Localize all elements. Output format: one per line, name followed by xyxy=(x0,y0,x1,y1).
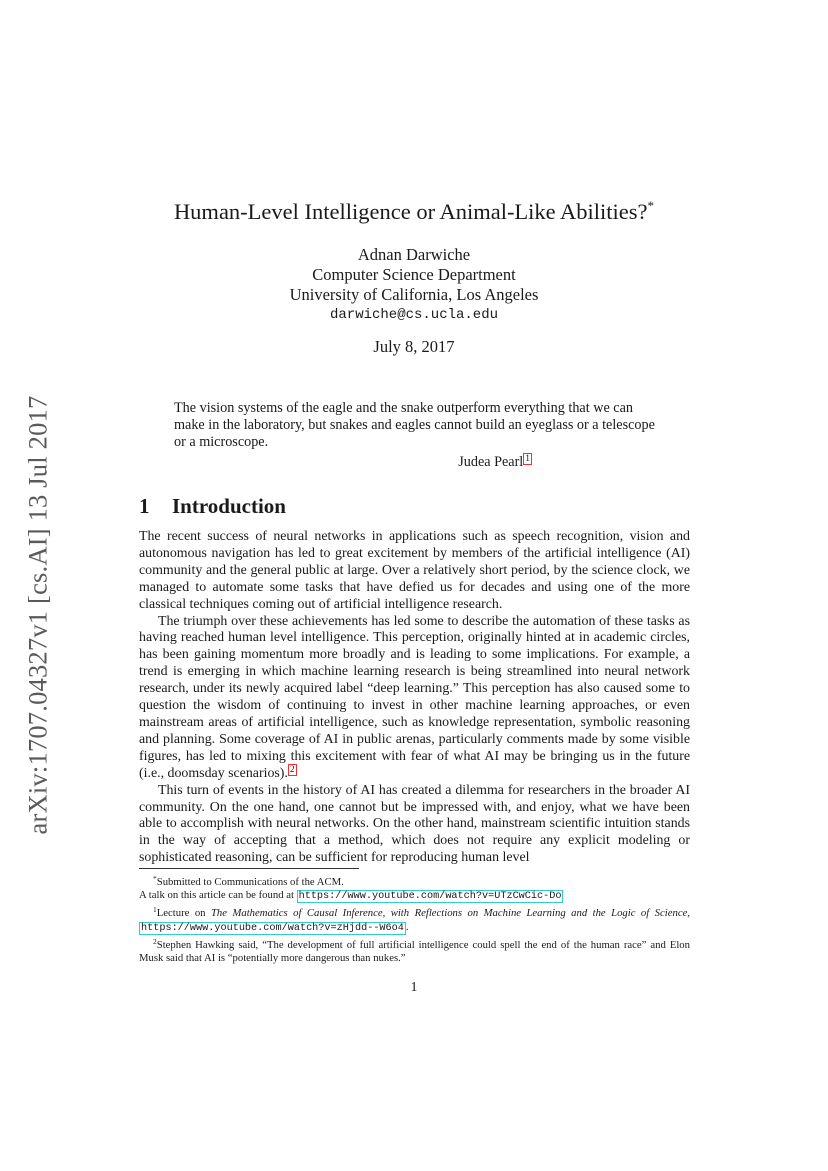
paper-date: July 8, 2017 xyxy=(373,337,455,356)
footnote-star-text: Submitted to Communications of the ACM. xyxy=(156,876,344,888)
epigraph-quote: The vision systems of the eagle and the snake outperform everything that we can make in the laboratory, but snakes and eagles cannot build an eyeglass or a telescope or a microscope. xyxy=(174,400,655,450)
paragraph-3: This turn of events in the history of AI has created a dilemma for researchers in the broader AI community. On the one hand, one cannot but be impressed with, and enjoy, what we have been able to accomplish with neural networks. On the other hand, mainstream scientific intuition stands in the way of accepting that a method, which does not require any explicit modeling or sophisticated reasoning, can be sufficient for reproducing human level xyxy=(139,782,690,866)
arxiv-identifier-stamp xyxy=(22,382,54,848)
paper-title-text: Human-Level Intelligence or Animal-Like Abilities? xyxy=(173,199,648,224)
section-number: 1 xyxy=(139,494,150,518)
footnote-link-2[interactable]: 2 xyxy=(289,764,295,775)
section-body xyxy=(139,529,690,867)
author-department: Computer Science Department xyxy=(312,265,516,284)
author-university: University of California, Los Angeles xyxy=(289,285,539,304)
title-footnote-mark: * xyxy=(647,198,655,213)
section-title: Introduction xyxy=(172,494,286,518)
arxiv-identifier-text: arXiv:1707.04327v1 [cs.AI] 13 Jul 2017 xyxy=(22,395,53,835)
footnote-talk xyxy=(139,889,690,903)
paper-title xyxy=(0,198,828,225)
epigraph-attribution xyxy=(174,454,532,471)
author-email: darwiche@cs.ucla.edu xyxy=(329,307,499,323)
footnote-2-mark: 2 xyxy=(153,936,157,946)
footnote-divider xyxy=(139,868,359,869)
epigraph-author: Judea Pearl xyxy=(458,454,524,470)
footnote-link-1[interactable]: 1 xyxy=(525,454,530,464)
footnote-2 xyxy=(139,935,690,965)
author-name: Adnan Darwiche xyxy=(357,245,471,264)
talk-url-link[interactable]: https://www.youtube.com/watch?v=UTzCwCic-Do xyxy=(298,891,562,903)
footnote-1 xyxy=(139,903,690,934)
page-number: 1 xyxy=(410,980,418,995)
footnote-1-mark: 1 xyxy=(153,905,157,915)
footnote-1-prefix: Lecture on xyxy=(156,907,206,920)
footnotes-block xyxy=(139,872,690,965)
author-block xyxy=(0,245,828,325)
footnote-2-text: Stephen Hawking said, “The development of full artificial intelligence could spell the end of the human race” and Elon Musk said that AI is “potentially more dangerous than nukes.” xyxy=(139,938,690,965)
paragraph-2-text: The triumph over these achievements has led some to describe the automation of these tasks as having reached human level intelligence. This perception, originally hinted at in academic circles, has been gaining momentum more broadly and is leading to some implications. For example, a trend is emerging in which machine learning research is being streamlined into neural network research, under its newly acquired label “deep learning.” This perception has also caused some to question the wisdom of continuing to invest in other machine learning approaches, or even mainstream areas of artificial intelligence, such as knowledge representation, symbolic reasoning and planning. Some coverage of AI in public arenas, particularly comments made by some visible figures, has led to mixing this excitement with fear of what AI may be bringing us in the future (i.e., doomsday scenarios). xyxy=(139,613,690,781)
paragraph-1: The recent success of neural networks in applications such as speech recognition, vision and autonomous navigation has led to great excitement by members of the artificial intelligence (AI) community and the general public at large. Over a relatively short period, by the science clock, we managed to automate some tasks that have defied us for decades and using one of the more classical techniques coming out of artificial intelligence research. xyxy=(139,529,690,612)
footnote-1-title: The Mathematics of Causal Inference, with Reflections on Machine Learning and the Logic of Science, xyxy=(210,907,690,920)
paragraph-2 xyxy=(139,614,690,783)
lecture-url-link[interactable]: https://www.youtube.com/watch?v=zHjdd--W6o4 xyxy=(141,922,404,934)
footnote-talk-text: A talk on this article can be found at xyxy=(139,889,294,902)
footnote-1-end: . xyxy=(405,920,409,933)
footnote-star-mark: * xyxy=(153,874,157,883)
section-heading xyxy=(139,494,286,519)
footnote-star xyxy=(139,872,690,889)
